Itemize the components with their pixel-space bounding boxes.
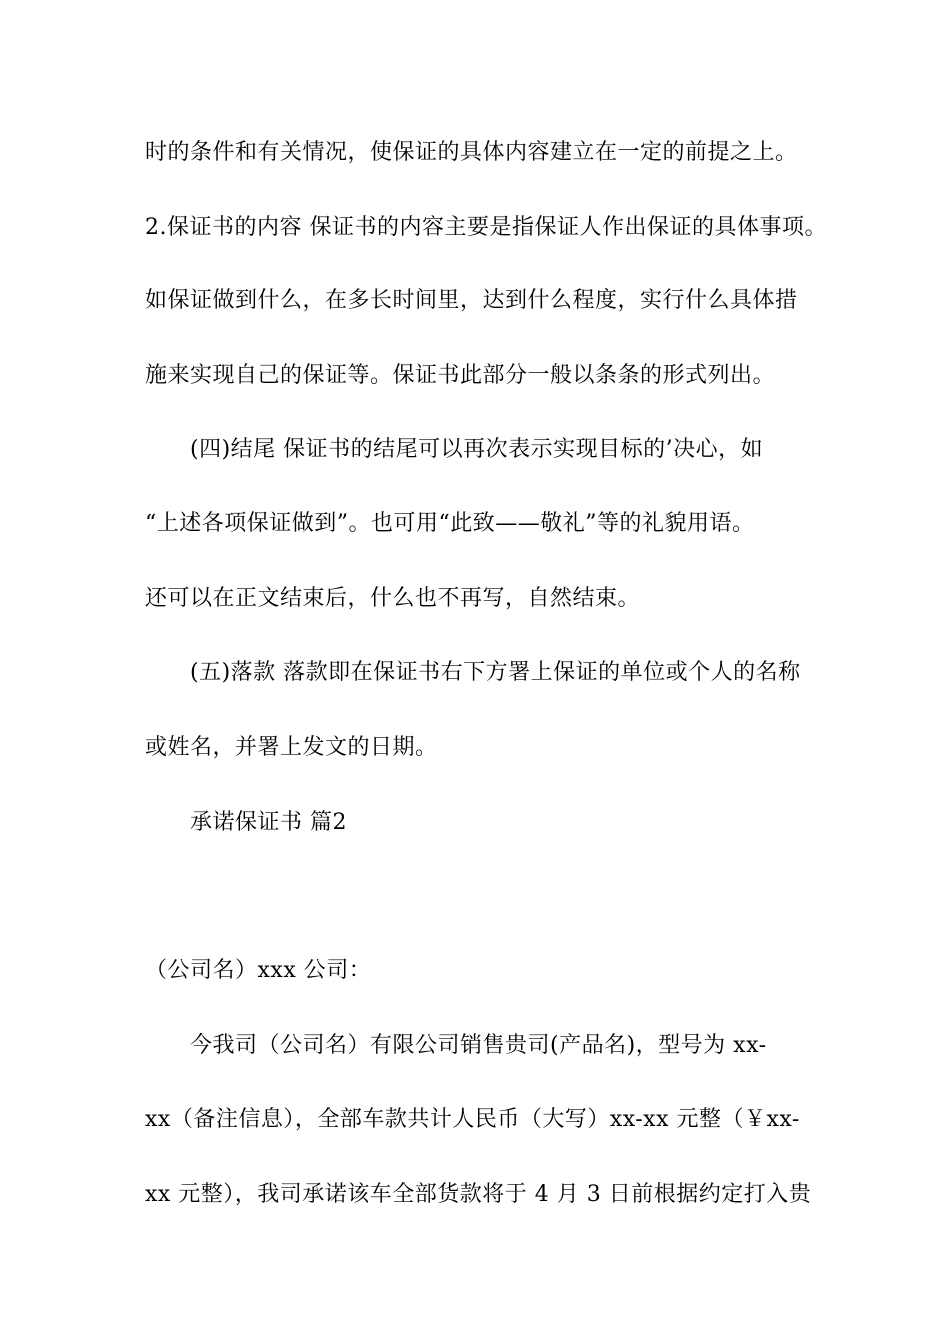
paragraph-line: 2.保证书的内容 保证书的内容主要是指保证人作出保证的具体事项。 bbox=[145, 215, 827, 240]
paragraph-line: xx 元整），我司承诺该车全部货款将于 4 月 3 日前根据约定打入贵 bbox=[145, 1182, 812, 1207]
salutation: （公司名）xxx 公司： bbox=[145, 958, 372, 983]
paragraph-line: (五)落款 落款即在保证书右下方署上保证的单位或个人的名称 bbox=[190, 660, 801, 685]
paragraph-line: xx（备注信息），全部车款共计人民币（大写）xx-xx 元整（￥xx- bbox=[145, 1107, 800, 1132]
paragraph-line: 或姓名，并署上发文的日期。 bbox=[145, 735, 438, 760]
paragraph-line: (四)结尾 保证书的结尾可以再次表示实现目标的’决心，如 bbox=[190, 437, 764, 462]
paragraph-line: 今我司（公司名）有限公司销售贵司(产品名)，型号为 xx- bbox=[190, 1033, 767, 1058]
section-heading: 承诺保证书 篇2 bbox=[190, 810, 347, 835]
paragraph-line: 还可以在正文结束后，什么也不再写，自然结束。 bbox=[145, 586, 641, 611]
paragraph-line: 如保证做到什么，在多长时间里，达到什么程度，实行什么具体措 bbox=[145, 288, 798, 313]
paragraph-line: 时的条件和有关情况，使保证的具体内容建立在一定的前提之上。 bbox=[145, 140, 798, 165]
paragraph-line: 施来实现自己的保证等。保证书此部分一般以条条的形式列出。 bbox=[145, 363, 776, 388]
paragraph-line: “上述各项保证做到”。也可用“此致——敬礼”等的礼貌用语。 bbox=[145, 511, 755, 536]
